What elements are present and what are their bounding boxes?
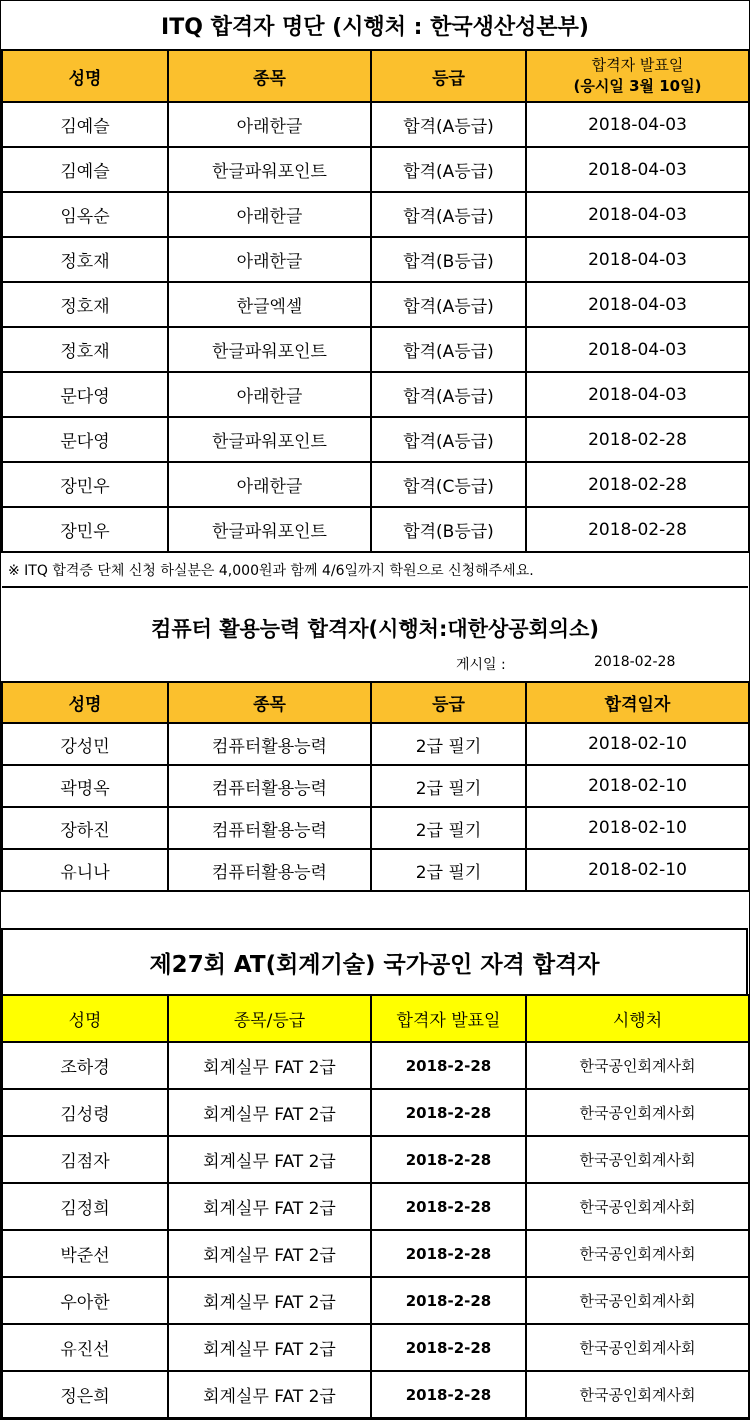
itq-cell-name: 김예슬 [2,102,168,147]
at-row [2,1042,749,1089]
at-cell-subject: 회계실무 FAT 2급 [168,1371,371,1418]
itq-cell-date: 2018-04-03 [526,192,749,237]
computer-header-subject: 종목 [168,682,371,723]
computer-row [2,807,749,849]
itq-table [1,49,750,553]
at-cell-name: 김성령 [2,1089,168,1136]
at-cell-subject: 회계실무 FAT 2급 [168,1042,371,1089]
itq-cell-date: 2018-02-28 [526,507,749,552]
itq-row [2,147,749,192]
at-row [2,1324,749,1371]
at-title: 제27회 AT(회계기술) 국가공인 자격 합격자 [1,928,748,994]
itq-row [2,417,749,462]
itq-cell-date: 2018-04-03 [526,102,749,147]
computer-cell-grade: 2급 필기 [371,765,526,807]
computer-cell-date: 2018-02-10 [526,807,749,849]
itq-cell-grade: 합격(A등급) [371,192,526,237]
itq-header-date [526,50,749,102]
itq-cell-grade: 합격(A등급) [371,147,526,192]
itq-cell-name: 정호재 [2,237,168,282]
computer-row [2,765,749,807]
at-cell-name: 정은희 [2,1371,168,1418]
itq-cell-date: 2018-04-03 [526,147,749,192]
itq-cell-date: 2018-02-28 [526,417,749,462]
at-cell-date: 2018-2-28 [371,1042,526,1089]
computer-row [2,723,749,765]
itq-row [2,102,749,147]
itq-header-date-line2: (응시일 3월 10일) [573,77,702,95]
itq-row [2,507,749,552]
itq-cell-grade: 합격(B등급) [371,507,526,552]
at-cell-subject: 회계실무 FAT 2급 [168,1277,371,1324]
at-cell-subject: 회계실무 FAT 2급 [168,1183,371,1230]
at-cell-org: 한국공인회계사회 [526,1230,749,1277]
itq-cell-subject: 한글파워포인트 [168,507,371,552]
itq-header-date-line1: 합격자 발표일 [591,56,684,74]
computer-title: 컴퓨터 활용능력 합격자(시행처:대한상공회의소) [151,617,599,641]
computer-cell-date: 2018-02-10 [526,765,749,807]
itq-cell-subject: 한글파워포인트 [168,327,371,372]
at-cell-subject: 회계실무 FAT 2급 [168,1324,371,1371]
itq-cell-grade: 합격(B등급) [371,237,526,282]
itq-header-grade: 등급 [371,50,526,102]
computer-cell-name: 곽명옥 [2,765,168,807]
at-cell-org: 한국공인회계사회 [526,1136,749,1183]
at-cell-date: 2018-2-28 [371,1371,526,1418]
itq-cell-grade: 합격(A등급) [371,327,526,372]
at-cell-org: 한국공인회계사회 [526,1371,749,1418]
at-cell-org: 한국공인회계사회 [526,1042,749,1089]
at-cell-name: 우아한 [2,1277,168,1324]
itq-row [2,327,749,372]
computer-row [2,849,749,891]
at-row [2,1136,749,1183]
itq-header-subject: 종목 [168,50,371,102]
at-cell-name: 조하경 [2,1042,168,1089]
itq-cell-grade: 합격(A등급) [371,417,526,462]
computer-header-grade: 등급 [371,682,526,723]
at-cell-subject: 회계실무 FAT 2급 [168,1136,371,1183]
at-cell-org: 한국공인회계사회 [526,1324,749,1371]
itq-cell-date: 2018-02-28 [526,462,749,507]
itq-cell-subject: 한글엑셀 [168,282,371,327]
at-row [2,1089,749,1136]
at-table [1,994,750,1419]
at-row [2,1277,749,1324]
itq-row [2,372,749,417]
itq-cell-name: 장민우 [2,507,168,552]
itq-cell-name: 임옥순 [2,192,168,237]
itq-cell-date: 2018-04-03 [526,372,749,417]
itq-row [2,192,749,237]
at-header-subject: 종목/등급 [168,995,371,1042]
itq-header-name: 성명 [2,50,168,102]
computer-cell-name: 강성민 [2,723,168,765]
itq-cell-subject: 아래한글 [168,462,371,507]
itq-cell-date: 2018-04-03 [526,237,749,282]
itq-cell-date: 2018-04-03 [526,327,749,372]
at-cell-subject: 회계실무 FAT 2급 [168,1230,371,1277]
at-cell-date: 2018-2-28 [371,1183,526,1230]
itq-cell-grade: 합격(A등급) [371,372,526,417]
computer-cell-date: 2018-02-10 [526,849,749,891]
at-cell-date: 2018-2-28 [371,1324,526,1371]
at-cell-date: 2018-2-28 [371,1136,526,1183]
at-cell-org: 한국공인회계사회 [526,1277,749,1324]
at-cell-date: 2018-2-28 [371,1089,526,1136]
itq-cell-grade: 합격(A등급) [371,102,526,147]
itq-cell-subject: 아래한글 [168,237,371,282]
itq-row [2,282,749,327]
itq-cell-subject: 아래한글 [168,102,371,147]
computer-cell-subject: 컴퓨터활용능력 [168,849,371,891]
at-cell-date: 2018-2-28 [371,1230,526,1277]
at-header-date: 합격자 발표일 [371,995,526,1042]
itq-row [2,462,749,507]
itq-cell-name: 문다영 [2,417,168,462]
itq-row [2,237,749,282]
computer-cell-grade: 2급 필기 [371,849,526,891]
computer-cell-date: 2018-02-10 [526,723,749,765]
computer-header-name: 성명 [2,682,168,723]
at-row [2,1183,749,1230]
computer-cell-subject: 컴퓨터활용능력 [168,807,371,849]
computer-posted-label: 게시일 : [456,657,506,673]
at-row [2,1371,749,1418]
itq-cell-subject: 한글파워포인트 [168,147,371,192]
at-cell-name: 유진선 [2,1324,168,1371]
at-cell-subject: 회계실무 FAT 2급 [168,1089,371,1136]
itq-cell-subject: 한글파워포인트 [168,417,371,462]
at-cell-org: 한국공인회계사회 [526,1089,749,1136]
itq-cell-grade: 합격(C등급) [371,462,526,507]
computer-cell-subject: 컴퓨터활용능력 [168,723,371,765]
at-header-name: 성명 [2,995,168,1042]
computer-cell-grade: 2급 필기 [371,807,526,849]
at-cell-name: 김정희 [2,1183,168,1230]
computer-cell-name: 장하진 [2,807,168,849]
itq-cell-grade: 합격(A등급) [371,282,526,327]
at-header-org: 시행처 [526,995,749,1042]
itq-cell-name: 정호재 [2,327,168,372]
at-cell-org: 한국공인회계사회 [526,1183,749,1230]
at-row [2,1230,749,1277]
itq-cell-subject: 아래한글 [168,192,371,237]
itq-note: ※ ITQ 합격증 단체 신청 하실분은 4,000원과 함께 4/6일까지 학원으로 신청해주세요. [2,554,748,588]
at-cell-name: 김점자 [2,1136,168,1183]
computer-table [1,681,750,892]
at-cell-name: 박준선 [2,1230,168,1277]
itq-cell-subject: 아래한글 [168,372,371,417]
itq-cell-date: 2018-04-03 [526,282,749,327]
computer-cell-grade: 2급 필기 [371,723,526,765]
at-cell-date: 2018-2-28 [371,1277,526,1324]
itq-cell-name: 정호재 [2,282,168,327]
computer-cell-name: 유니나 [2,849,168,891]
computer-cell-subject: 컴퓨터활용능력 [168,765,371,807]
itq-title: ITQ 합격자 명단 (시행처 : 한국생산성본부) [161,14,589,40]
itq-cell-name: 문다영 [2,372,168,417]
itq-cell-name: 김예슬 [2,147,168,192]
computer-header-date: 합격일자 [526,682,749,723]
computer-posted-date: 2018-02-28 [594,654,676,670]
itq-cell-name: 장민우 [2,462,168,507]
